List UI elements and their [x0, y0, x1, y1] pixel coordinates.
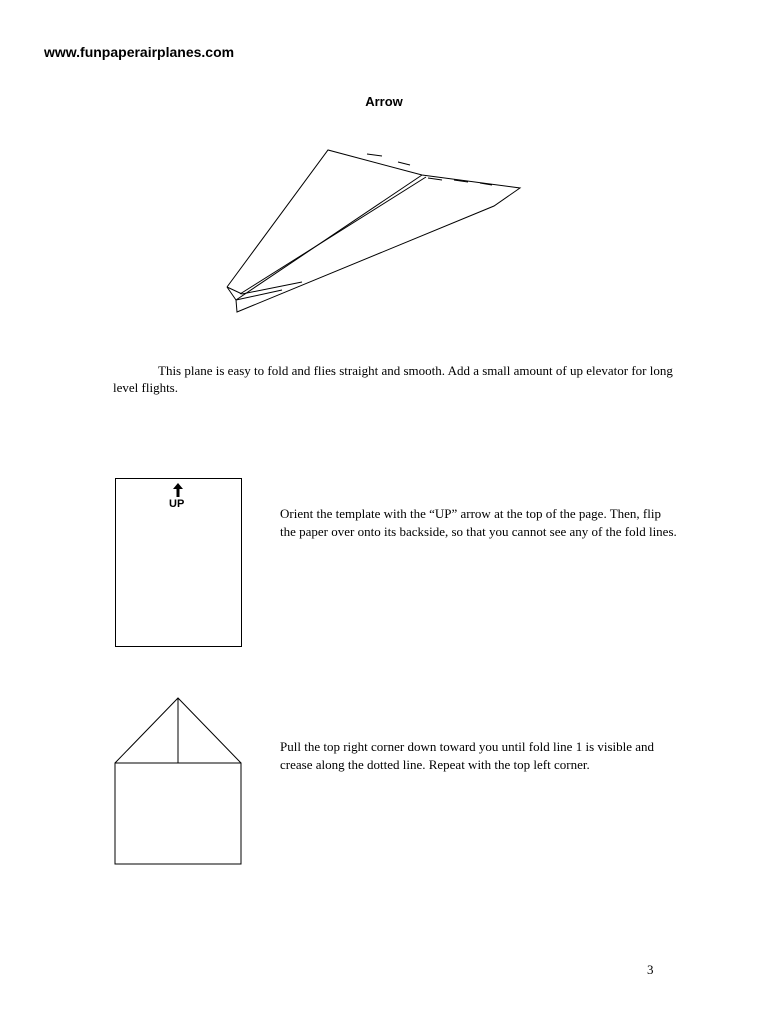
- up-label: UP: [169, 498, 185, 510]
- intro-paragraph: This plane is easy to fold and flies straight and smooth. Add a small amount of up elevator for long level flights.: [113, 363, 673, 395]
- corner-fold-diagram: [114, 697, 244, 867]
- template-sheet-diagram: [115, 478, 242, 647]
- step-2-text: Pull the top right corner down toward you until fold line 1 is visible and crease along the dotted line. Repeat with the top left corner.: [280, 739, 655, 772]
- step-1-text: Orient the template with the “UP” arrow at the top of the page. Then, flip the paper over onto its backside, so that you cannot see any of the fold lines.: [280, 506, 677, 539]
- page-title: Arrow: [365, 94, 403, 109]
- site-url: www.funpaperairplanes.com: [44, 44, 235, 60]
- paper-airplane-illustration: [222, 132, 532, 317]
- page-number: 3: [647, 962, 654, 977]
- up-arrow-icon: [172, 483, 184, 497]
